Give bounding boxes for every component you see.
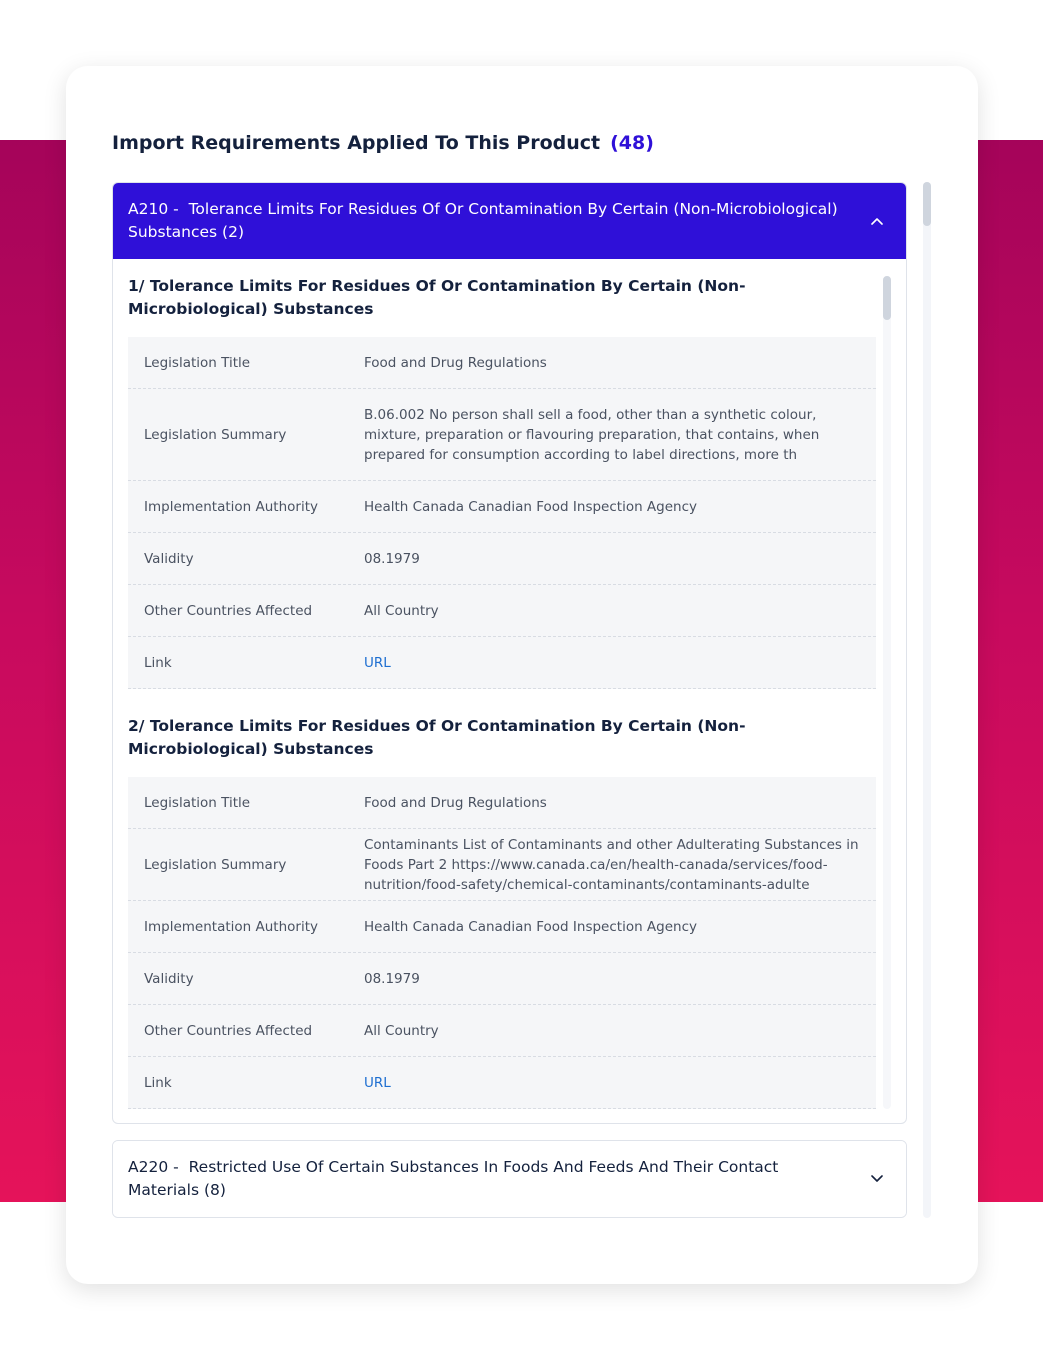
row-value: Food and Drug Regulations	[364, 794, 547, 811]
row-label: Legislation Summary	[144, 426, 287, 443]
requirements-card	[66, 66, 978, 1284]
row-value: All Country	[364, 1022, 439, 1039]
row-value: Health Canada Canadian Food Inspection Agency	[364, 918, 698, 935]
requirement-item	[128, 275, 876, 689]
table-row	[128, 953, 876, 1005]
accordion-header-a220[interactable]	[113, 1141, 906, 1217]
accordion-a210	[112, 182, 907, 1124]
accordion-title-a210	[128, 198, 848, 244]
row-label: Other Countries Affected	[144, 602, 313, 619]
accordion-name-a220: Restricted Use Of Certain Substances In Foods And Feeds And Their Contact Materials (8)	[128, 1158, 779, 1199]
row-label: Implementation Authority	[144, 498, 318, 515]
row-value: All Country	[364, 602, 439, 619]
chevron-up-icon[interactable]	[870, 214, 884, 228]
row-value: 08.1979	[364, 970, 420, 987]
row-label: Validity	[144, 970, 194, 987]
section-title-text: Import Requirements Applied To This Product	[112, 132, 601, 154]
table-row	[128, 533, 876, 585]
row-value: Health Canada Canadian Food Inspection Agency	[364, 498, 698, 515]
table-row	[128, 389, 876, 481]
url-link[interactable]: URL	[364, 654, 391, 671]
row-label: Implementation Authority	[144, 918, 318, 935]
table-row	[128, 829, 876, 901]
row-label: Other Countries Affected	[144, 1022, 313, 1039]
row-label: Legislation Title	[144, 354, 251, 371]
inner-scrollbar-thumb[interactable]	[883, 276, 891, 320]
row-value: 08.1979	[364, 550, 420, 567]
table-row	[128, 585, 876, 637]
requirement-title: 1/ Tolerance Limits For Residues Of Or Contamination By Certain (Non-Microbiological) Substances	[128, 277, 746, 318]
accordion-code-a220: A220 -	[128, 1158, 179, 1176]
row-label: Link	[144, 654, 172, 671]
section-title	[112, 132, 654, 154]
row-value: Food and Drug Regulations	[364, 354, 547, 371]
accordion-name-a210: Tolerance Limits For Residues Of Or Contamination By Certain (Non-Microbiological) Substances (2)	[128, 200, 838, 241]
accordion-a220	[112, 1140, 907, 1218]
accordion-title-a220	[128, 1156, 848, 1202]
accordion-code-a210: A210 -	[128, 200, 179, 218]
table-row	[128, 1057, 876, 1109]
table-row	[128, 481, 876, 533]
chevron-down-icon[interactable]	[870, 1172, 884, 1186]
requirement-title: 2/ Tolerance Limits For Residues Of Or Contamination By Certain (Non-Microbiological) Substances	[128, 717, 746, 758]
accordion-body-a210	[128, 275, 876, 1109]
table-row	[128, 777, 876, 829]
table-row	[128, 901, 876, 953]
requirement-item	[128, 715, 876, 1109]
row-label: Legislation Title	[144, 794, 251, 811]
row-label: Validity	[144, 550, 194, 567]
table-row	[128, 337, 876, 389]
outer-scrollbar[interactable]	[923, 182, 931, 1218]
row-value: Contaminants List of Contaminants and other Adulterating Substances in Foods Part 2 https://www.canada.ca/en/health-canada/services/food-nutrition/food-safety/chemical-contaminants/contaminants-adulte	[364, 836, 859, 893]
accordion-header-a210[interactable]	[113, 183, 906, 259]
row-value: B.06.002 No person shall sell a food, other than a synthetic colour, mixture, preparation or flavouring preparation, that contains, when prepared for consumption according to label directions, more th	[364, 406, 820, 463]
inner-scrollbar[interactable]	[883, 276, 891, 1109]
table-row	[128, 637, 876, 689]
row-label: Link	[144, 1074, 172, 1091]
requirement-details-table	[128, 777, 876, 1109]
url-link[interactable]: URL	[364, 1074, 391, 1091]
row-label: Legislation Summary	[144, 856, 287, 873]
requirement-details-table	[128, 337, 876, 689]
section-count: (48)	[610, 132, 654, 154]
outer-scrollbar-thumb[interactable]	[923, 182, 931, 226]
table-row	[128, 1005, 876, 1057]
